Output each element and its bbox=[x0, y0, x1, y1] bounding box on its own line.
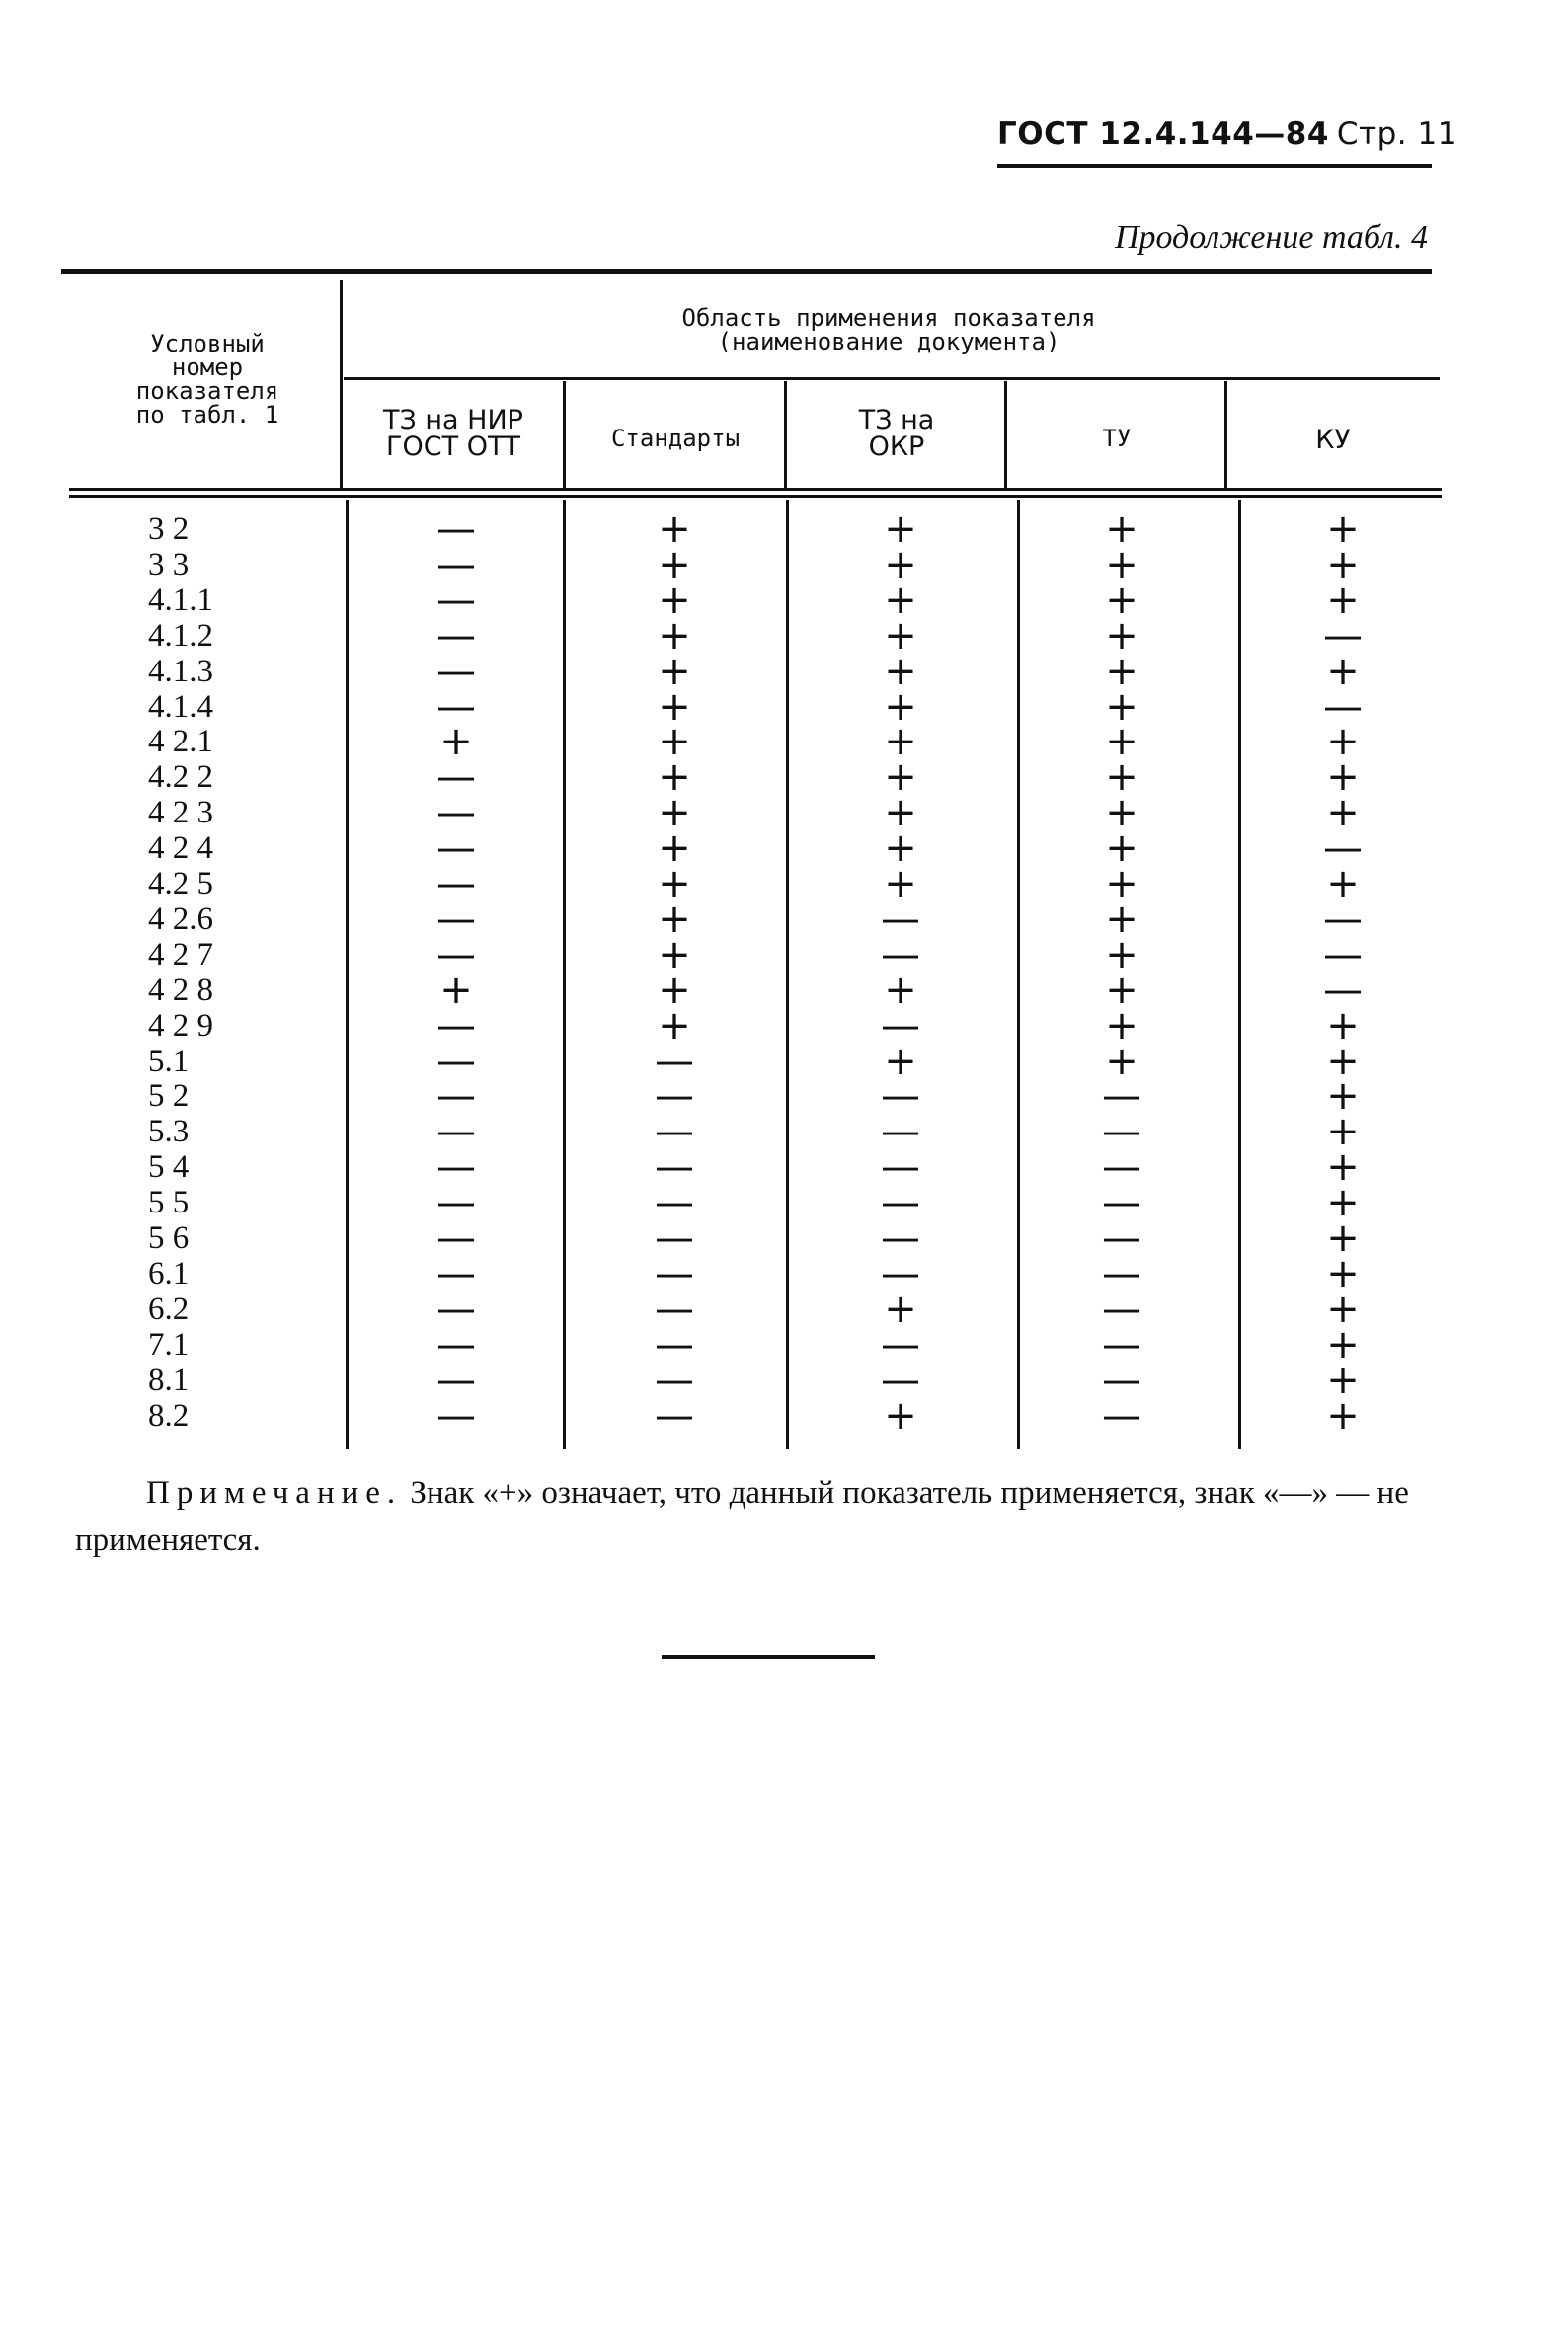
table-cell: — bbox=[436, 1286, 476, 1332]
table-cell: + bbox=[658, 577, 691, 623]
row-code: 4 2 8 bbox=[148, 972, 213, 1008]
table-cell: + bbox=[658, 719, 691, 765]
table-cell: — bbox=[881, 1109, 920, 1155]
column-header-tz-okr: ТЗ на ОКР bbox=[858, 405, 935, 462]
table-cell: — bbox=[881, 1073, 920, 1120]
column-divider-4-body bbox=[1238, 500, 1241, 1449]
table-cell: + bbox=[1326, 507, 1360, 552]
row-code: 4.2 2 bbox=[148, 759, 213, 796]
table-cell: + bbox=[1105, 577, 1138, 623]
table-cell: — bbox=[1102, 1180, 1141, 1226]
row-code: 5 5 bbox=[148, 1185, 190, 1221]
row-code: 4.2 5 bbox=[148, 866, 213, 901]
table-cell: — bbox=[436, 1357, 476, 1403]
table-cell: + bbox=[1326, 541, 1360, 587]
table-cell: + bbox=[1105, 1002, 1138, 1049]
table-cell: — bbox=[655, 1321, 694, 1368]
area-header: Область применения показателя (наименование документа) bbox=[681, 304, 1096, 355]
table-cell: + bbox=[658, 825, 691, 872]
table-cell: — bbox=[881, 1144, 920, 1191]
table-cell: — bbox=[881, 1321, 920, 1368]
table-cell: — bbox=[436, 790, 476, 836]
row-code: 4 2 4 bbox=[148, 830, 213, 867]
table-cell: — bbox=[1323, 896, 1363, 942]
table-cell: — bbox=[1102, 1286, 1141, 1332]
table-cell: — bbox=[655, 1250, 694, 1296]
table-cell: — bbox=[881, 1180, 920, 1226]
row-code: 4 2.1 bbox=[148, 724, 213, 760]
table-cell: + bbox=[1326, 1073, 1360, 1120]
table-cell: + bbox=[439, 967, 473, 1013]
table-cell: — bbox=[436, 612, 476, 659]
table-cell: — bbox=[1102, 1144, 1141, 1191]
table-cell: — bbox=[1102, 1073, 1141, 1120]
table-cell: + bbox=[658, 931, 691, 977]
table-cell: + bbox=[884, 1038, 917, 1084]
table-cell: + bbox=[1105, 754, 1138, 801]
table-cell: — bbox=[1102, 1109, 1141, 1155]
table-cell: + bbox=[1326, 648, 1360, 694]
table-cell: + bbox=[884, 1392, 917, 1439]
table-cell: + bbox=[884, 825, 917, 872]
table-cell: + bbox=[439, 719, 473, 765]
table-cell: — bbox=[436, 861, 476, 906]
table-cell: + bbox=[1105, 861, 1138, 906]
table-cell: — bbox=[436, 896, 476, 942]
row-code: 3 3 bbox=[148, 546, 190, 583]
table-cell: — bbox=[436, 1392, 476, 1439]
table-cell: + bbox=[1326, 1357, 1360, 1403]
row-code: 6.2 bbox=[148, 1290, 190, 1327]
row-code: 3 2 bbox=[148, 511, 190, 547]
column-header-tu: ТУ bbox=[1102, 425, 1132, 452]
table-cell: — bbox=[436, 1144, 476, 1191]
table-cell: + bbox=[884, 754, 917, 801]
row-code: 8.2 bbox=[148, 1397, 190, 1434]
table-cell: + bbox=[1105, 683, 1138, 730]
table-cell: — bbox=[1102, 1392, 1141, 1439]
standard-number: ГОСТ 12.4.144—84 bbox=[997, 117, 1329, 152]
table-cell: + bbox=[658, 861, 691, 906]
table-cell: + bbox=[884, 1286, 917, 1332]
row-code: 4.1.1 bbox=[148, 582, 213, 618]
table-cell: + bbox=[884, 577, 917, 623]
column-divider-main bbox=[340, 280, 343, 488]
table-cell: — bbox=[436, 1180, 476, 1226]
table-cell: — bbox=[436, 1109, 476, 1155]
table-cell: — bbox=[1323, 612, 1363, 659]
row-code: 5.3 bbox=[148, 1114, 190, 1150]
table-cell: + bbox=[884, 648, 917, 694]
table-cell: + bbox=[884, 790, 917, 836]
table-cell: — bbox=[655, 1215, 694, 1261]
table-cell: + bbox=[884, 861, 917, 906]
table-cell: + bbox=[1105, 931, 1138, 977]
header-rule bbox=[997, 164, 1432, 168]
column-header-standards: Стандарты bbox=[610, 425, 741, 452]
table-cell: — bbox=[436, 577, 476, 623]
table-cell: + bbox=[658, 754, 691, 801]
table-cell: — bbox=[436, 683, 476, 730]
table-cell: + bbox=[884, 967, 917, 1013]
table-cell: + bbox=[1105, 825, 1138, 872]
row-code: 4 2 7 bbox=[148, 936, 213, 973]
column-divider-1-body bbox=[563, 500, 566, 1449]
table-cell: — bbox=[881, 1357, 920, 1403]
table-cell: — bbox=[1102, 1215, 1141, 1261]
table-cell: — bbox=[436, 541, 476, 587]
table-cell: + bbox=[1326, 1286, 1360, 1332]
table-cell: + bbox=[1326, 1109, 1360, 1155]
table-cell: + bbox=[658, 648, 691, 694]
table-cell: + bbox=[884, 683, 917, 730]
table-header-double-rule-2 bbox=[69, 495, 1442, 498]
table-cell: + bbox=[1326, 719, 1360, 765]
table-cell: — bbox=[1323, 967, 1363, 1013]
row-code: 4.1.3 bbox=[148, 653, 213, 689]
note-label: Примечание. bbox=[146, 1475, 403, 1511]
table-cell: + bbox=[658, 683, 691, 730]
table-cell: — bbox=[436, 1002, 476, 1049]
table-cell: + bbox=[1105, 790, 1138, 836]
table-cell: + bbox=[1105, 896, 1138, 942]
table-cell: — bbox=[655, 1073, 694, 1120]
table-cell: — bbox=[436, 648, 476, 694]
row-code: 7.1 bbox=[148, 1326, 190, 1363]
table-cell: — bbox=[436, 1321, 476, 1368]
table-cell: + bbox=[884, 507, 917, 552]
table-cell: — bbox=[881, 1250, 920, 1296]
column-divider-3-body bbox=[1017, 500, 1020, 1449]
table-cell: + bbox=[884, 541, 917, 587]
table-note bbox=[75, 1469, 1457, 1564]
column-header-tz-nir: ТЗ на НИР ГОСТ ОТТ bbox=[383, 405, 523, 462]
row-code: 5 2 bbox=[148, 1078, 190, 1115]
table-cell: — bbox=[655, 1144, 694, 1191]
row-code: 4 2 9 bbox=[148, 1007, 213, 1044]
table-cell: — bbox=[881, 1215, 920, 1261]
table-cell: + bbox=[658, 896, 691, 942]
table-cell: — bbox=[436, 754, 476, 801]
table-cell: — bbox=[655, 1392, 694, 1439]
table-cell: — bbox=[655, 1038, 694, 1084]
column-divider-1-header bbox=[563, 381, 566, 488]
row-code: 4.1.4 bbox=[148, 688, 213, 725]
end-rule bbox=[662, 1655, 875, 1659]
table-cell: + bbox=[1326, 1002, 1360, 1049]
table-cell: — bbox=[436, 1038, 476, 1084]
table-cell: — bbox=[655, 1357, 694, 1403]
row-code: 4 2.6 bbox=[148, 900, 213, 937]
table-cell: — bbox=[436, 507, 476, 552]
table-cell: — bbox=[655, 1180, 694, 1226]
page-header bbox=[997, 117, 1457, 152]
table-cell: + bbox=[884, 612, 917, 659]
table-cell: + bbox=[1326, 1180, 1360, 1226]
table-cell: + bbox=[1105, 967, 1138, 1013]
table-top-rule bbox=[61, 269, 1432, 274]
table-cell: — bbox=[1102, 1250, 1141, 1296]
table-cell: + bbox=[658, 612, 691, 659]
row-code: 5.1 bbox=[148, 1043, 190, 1079]
table-cell: + bbox=[1105, 507, 1138, 552]
table-cell: + bbox=[658, 541, 691, 587]
table-cell: — bbox=[1323, 825, 1363, 872]
table-cell: + bbox=[1326, 754, 1360, 801]
table-cell: + bbox=[1326, 1392, 1360, 1439]
table-cell: + bbox=[658, 507, 691, 552]
table-cell: — bbox=[436, 1215, 476, 1261]
table-cell: + bbox=[1326, 1215, 1360, 1261]
table-continuation-label: Продолжение табл. 4 bbox=[1114, 219, 1428, 256]
table-cell: — bbox=[655, 1109, 694, 1155]
table-cell: — bbox=[1323, 931, 1363, 977]
note-text: Знак «+» означает, что данный показатель применяется, знак «—» — не применяется. bbox=[75, 1475, 1409, 1558]
table-cell: + bbox=[658, 1002, 691, 1049]
table-cell: — bbox=[1102, 1321, 1141, 1368]
row-code: 8.1 bbox=[148, 1362, 190, 1398]
column-divider-2-header bbox=[784, 381, 787, 488]
table-cell: — bbox=[881, 1002, 920, 1049]
table-cell: — bbox=[655, 1286, 694, 1332]
row-code: 4.1.2 bbox=[148, 617, 213, 654]
column-divider-main-body bbox=[346, 500, 349, 1449]
table-cell: + bbox=[1105, 541, 1138, 587]
row-code: 5 6 bbox=[148, 1220, 190, 1256]
table-cell: — bbox=[436, 1250, 476, 1296]
table-cell: + bbox=[658, 790, 691, 836]
table-cell: + bbox=[1105, 648, 1138, 694]
table-cell: + bbox=[1326, 1038, 1360, 1084]
table-cell: + bbox=[1326, 1250, 1360, 1296]
table-cell: + bbox=[884, 719, 917, 765]
column-header-ku: КУ bbox=[1315, 425, 1351, 455]
table-cell: — bbox=[881, 931, 920, 977]
row-code: 4 2 3 bbox=[148, 795, 213, 831]
page-number: Стр. 11 bbox=[1336, 117, 1457, 152]
table-cell: + bbox=[1326, 577, 1360, 623]
table-cell: — bbox=[1323, 683, 1363, 730]
table-cell: — bbox=[436, 825, 476, 872]
table-cell: — bbox=[1102, 1357, 1141, 1403]
column-divider-2-body bbox=[786, 500, 789, 1449]
table-cell: + bbox=[1326, 861, 1360, 906]
table-cell: + bbox=[1326, 1321, 1360, 1368]
table-cell: — bbox=[436, 1073, 476, 1120]
table-header-double-rule-1 bbox=[69, 488, 1442, 491]
table-cell: + bbox=[1326, 790, 1360, 836]
table-cell: — bbox=[881, 896, 920, 942]
table-cell: — bbox=[436, 931, 476, 977]
table-cell: + bbox=[1105, 1038, 1138, 1084]
row-code: 6.1 bbox=[148, 1255, 190, 1291]
table-cell: + bbox=[1105, 719, 1138, 765]
code-column-header: Условный номер показателя по табл. 1 bbox=[135, 330, 279, 429]
area-header-rule bbox=[344, 377, 1440, 380]
table-cell: + bbox=[658, 967, 691, 1013]
table-cell: + bbox=[1105, 612, 1138, 659]
row-code: 5 4 bbox=[148, 1149, 190, 1186]
table-cell: + bbox=[1326, 1144, 1360, 1191]
